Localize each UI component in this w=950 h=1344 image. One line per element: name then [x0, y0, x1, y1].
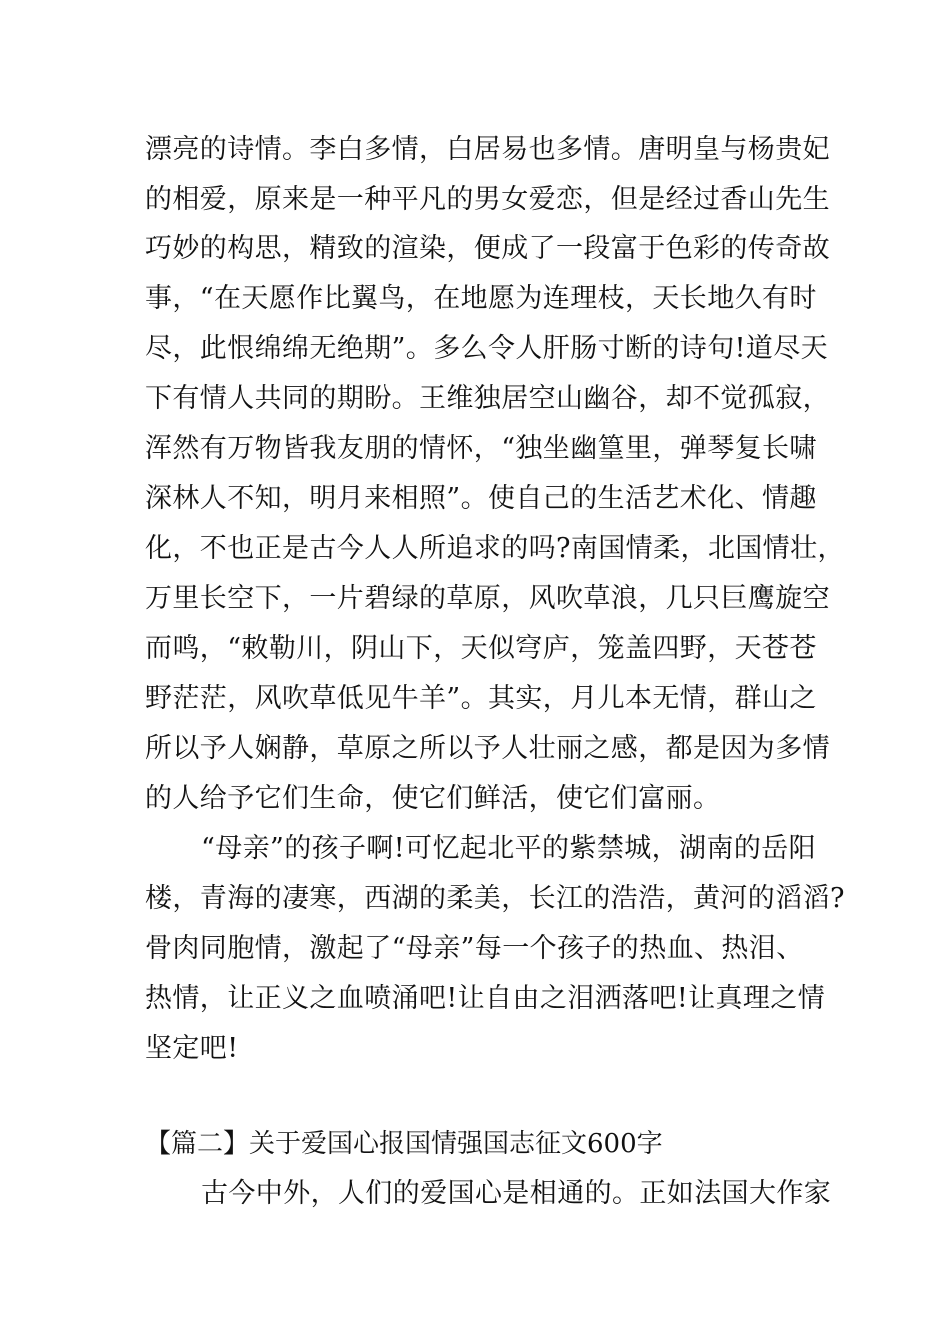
text-line: 的相爱，原来是一种平凡的男女爱恋，但是经过香山先生	[145, 184, 830, 215]
text-line: 的人给予它们生命，使它们鲜活，使它们富丽。	[145, 783, 721, 814]
text-line: 尽，此恨绵绵无绝期”。多么令人肝肠寸断的诗句!道尽天	[145, 333, 829, 364]
text-line: “母亲”的孩子啊!可忆起北平的紫禁城，湖南的岳阳	[201, 833, 817, 864]
text-line: 古今中外，人们的爱国心是相通的。正如法国大作家	[201, 1178, 832, 1209]
text-line: 万里长空下，一片碧绿的草原，风吹草浪，几只巨鹰旋空	[145, 583, 830, 614]
text-line: 坚定吧!	[145, 1033, 239, 1064]
text-line: 所以予人娴静，草原之所以予人壮丽之感，都是因为多情	[145, 733, 830, 764]
text-line: 骨肉同胞情，激起了“母亲”每一个孩子的热血、热泪、	[145, 933, 804, 964]
text-line: 事，“在天愿作比翼鸟，在地愿为连理枝，天长地久有时	[145, 283, 817, 314]
section-heading: 【篇二】关于爱国心报国情强国志征文600字	[145, 1129, 663, 1159]
text-line: 化，不也正是古今人人所追求的吗?南国情柔，北国情壮，	[145, 533, 845, 564]
text-line: 漂亮的诗情。李白多情，白居易也多情。唐明皇与杨贵妃	[145, 134, 830, 165]
text-line: 热情，让正义之血喷涌吧!让自由之泪洒落吧!让真理之情	[145, 983, 826, 1014]
text-line: 深林人不知，明月来相照”。使自己的生活艺术化、情趣	[145, 483, 817, 514]
text-line: 而鸣，“敕勒川，阴山下，天似穹庐，笼盖四野，天苍苍	[145, 633, 817, 664]
text-line: 楼，青海的凄寒，西湖的柔美，长江的浩浩，黄河的滔滔?	[145, 883, 845, 914]
text-line: 浑然有万物皆我友朋的情怀，“独坐幽篁里，弹琴复长啸	[145, 433, 817, 464]
text-line: 下有情人共同的期盼。王维独居空山幽谷，却不觉孤寂，	[145, 383, 830, 414]
text-line: 野茫茫，风吹草低见牛羊”。其实，月儿本无情，群山之	[145, 683, 817, 714]
text-line: 巧妙的构思，精致的渲染，便成了一段富于色彩的传奇故	[145, 233, 830, 264]
